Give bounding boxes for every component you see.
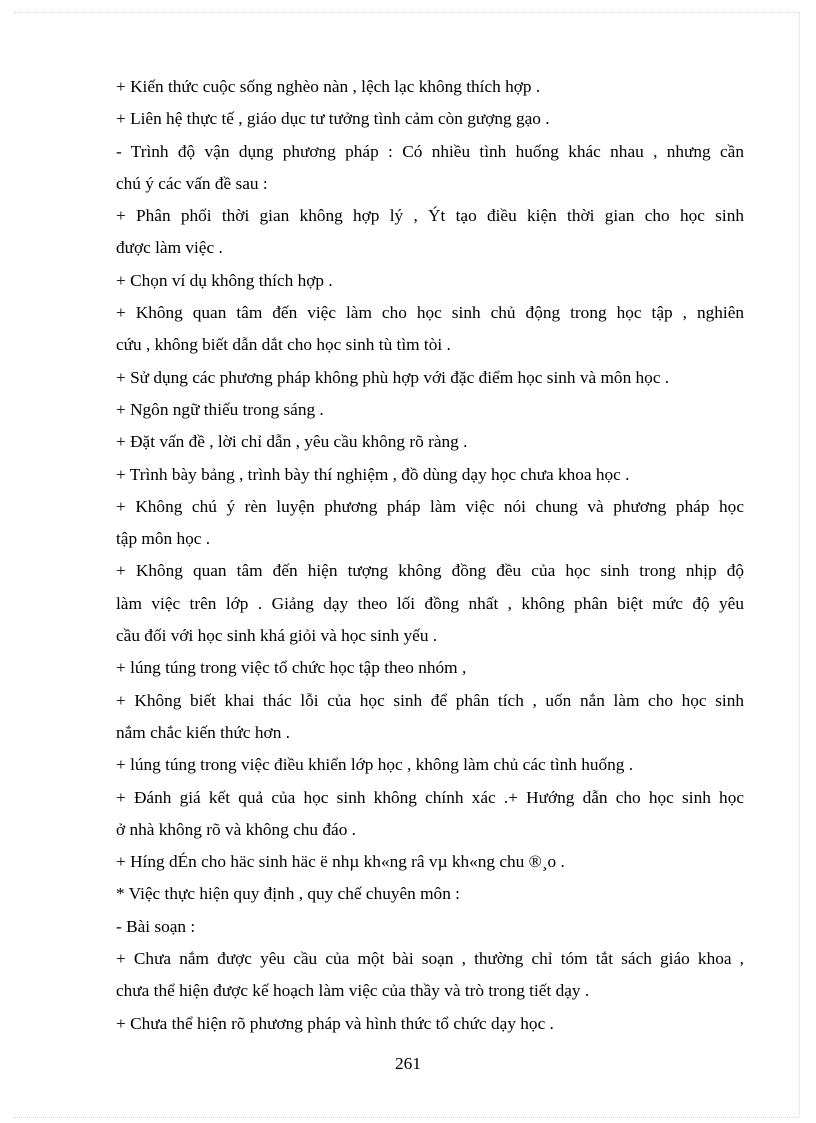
text-line: + Không biết khai thác lỗi của học sinh để phân tích , uốn nắn làm cho học sinh	[116, 690, 744, 710]
text-line: + Không chú ý rèn luyện phương pháp làm việc nói chung và phương pháp học	[116, 496, 744, 516]
text-line: + Trình bày bảng , trình bày thí nghiệm , đồ dùng dạy học chưa khoa học .	[116, 464, 630, 484]
text-line: tập môn học .	[116, 529, 211, 549]
text-line: được làm việc .	[116, 238, 223, 258]
text-line: + Ngôn ngữ thiếu trong sáng .	[116, 399, 324, 419]
text-line: + Kiến thức cuộc sống nghèo nàn , lệch lạc không thích hợp .	[116, 77, 541, 96]
text-line: + Chưa nắm được yêu cầu của một bài soạn , thường chỉ tóm tắt sách giáo khoa ,	[116, 949, 744, 969]
text-line: - Trình độ vận dụng phương pháp : Có nhiều tình huống khác nhau , nhưng cần	[116, 141, 744, 161]
text-line: nắm chắc kiến thức hơn .	[116, 722, 290, 742]
document-body	[116, 71, 744, 1040]
text-line: + Liên hệ thực tế , giáo dục tư tưởng tình cảm còn gượng gạo .	[116, 109, 550, 129]
text-line: làm việc trên lớp . Giảng dạy theo lối đồng nhất , không phân biệt mức độ yêu	[116, 593, 744, 613]
text-line: + Chưa thể hiện rõ phương pháp và hình thức tổ chức dạy học .	[116, 1013, 554, 1033]
text-line: + Không quan tâm đến hiện tượng không đồng đều của học sinh trong nhịp độ	[116, 561, 744, 581]
text-line: + Phân phối thời gian không hợp lý , Ýt tạo điều kiện thời gian cho học sinh	[116, 206, 744, 226]
text-line: + Đánh giá kết quả của học sinh không chính xác .+ Hướng dẫn cho học sinh học	[116, 787, 744, 807]
text-line: - Bài soạn :	[116, 916, 196, 936]
text-line: * Việc thực hiện quy định , quy chế chuyên môn :	[116, 884, 460, 904]
text-line: + Sử dụng các phương pháp không phù hợp với đặc điểm học sinh và môn học .	[116, 367, 670, 387]
text-line: + Không quan tâm đến việc làm cho học sinh chủ động trong học tập , nghiên	[116, 303, 744, 323]
text-line: + lúng túng trong việc tổ chức học tập theo nhóm ,	[116, 658, 467, 678]
text-line: + Đặt vấn đề , lời chỉ dẫn , yêu cầu không rõ ràng .	[116, 432, 468, 452]
text-line: cầu đối với học sinh khá giỏi và học sinh yếu .	[116, 626, 438, 646]
page-number: 261	[395, 1054, 421, 1073]
text-line: cứu , không biết dẫn dắt cho học sinh tù tìm tòi .	[116, 335, 451, 355]
text-line: ở nhà không rõ và không chu đáo .	[116, 819, 356, 839]
text-line: + Chọn ví dụ không thích hợp .	[116, 270, 333, 290]
text-line: + Híng dÉn cho häc sinh häc ë nhµ kh«ng râ vµ kh«ng chu ®¸o .	[116, 852, 565, 872]
text-line: + lúng túng trong việc điều khiển lớp học , không làm chủ các tình huống .	[116, 755, 634, 775]
text-line: chưa thể hiện được kế hoạch làm việc của thầy và trò trong tiết dạy .	[116, 981, 590, 1001]
text-line: chú ý các vấn đề sau :	[116, 173, 268, 193]
